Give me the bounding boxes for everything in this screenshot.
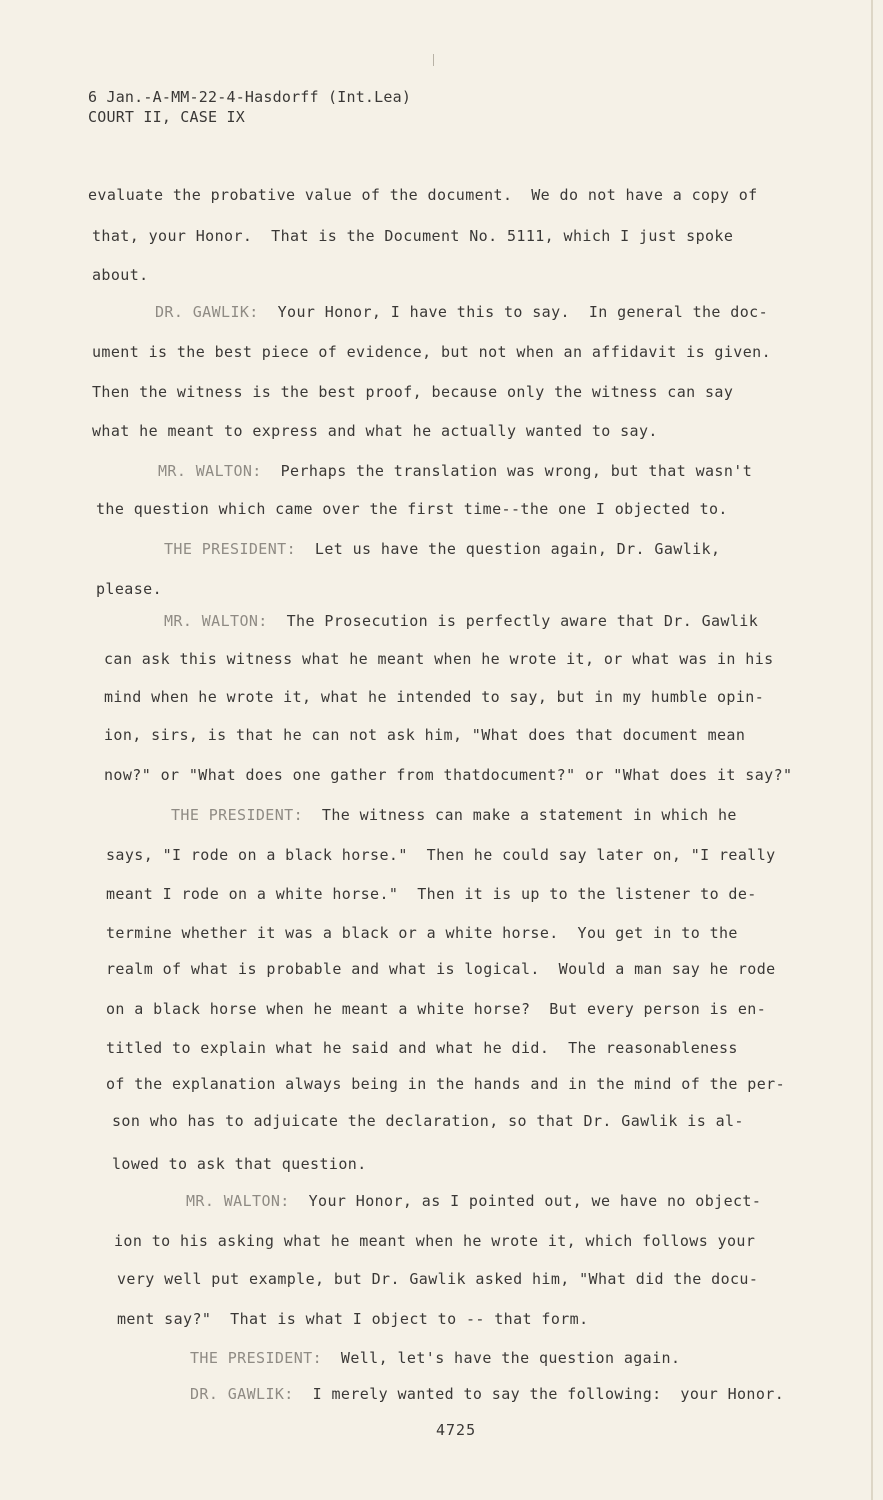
line-text: Then the witness is the best proof, because only the witness can say [92,383,734,401]
line-text: the question which came over the first time--the one I objected to. [96,500,728,518]
line-text: Your Honor, I have this to say. In general the doc- [258,303,769,321]
body-line [106,1075,785,1093]
speaker-name: DR. GAWLIK: [155,303,259,321]
line-text: mind when he wrote it, what he intended to say, but in my humble opin- [104,688,765,706]
line-text: Well, let's have the question again. [322,1349,681,1367]
body-line [92,343,771,361]
body-line [112,1112,744,1130]
line-text: can ask this witness what he meant when he wrote it, or what was in his [104,650,774,668]
body-line [104,766,792,784]
body-line [114,1232,755,1250]
line-text: lowed to ask that question. [112,1155,367,1173]
line-text: ment say?" That is what I object to -- that form. [117,1310,589,1328]
body-line [92,227,733,245]
body-line [158,462,752,480]
page-number: 4725 [436,1421,477,1439]
line-text: ion, sirs, is that he can not ask him, "What does that document mean [104,726,746,744]
line-text: says, "I rode on a black horse." Then he could say later on, "I really [106,846,776,864]
line-text: The witness can make a statement in which he [303,806,737,824]
line-text: termine whether it was a black or a white horse. You get in to the [106,924,738,942]
header-line-2: COURT II, CASE IX [88,108,245,126]
body-line [104,650,774,668]
line-text: of the explanation always being in the hands and in the mind of the per- [106,1075,786,1093]
body-line [164,612,758,630]
line-text: very well put example, but Dr. Gawlik asked him, "What did the docu- [117,1270,759,1288]
top-punch-mark [433,54,434,66]
line-text: that, your Honor. That is the Document No. 5111, which I just spoke [92,227,734,245]
line-text: ument is the best piece of evidence, but not when an affidavit is given. [92,343,772,361]
body-line [190,1385,784,1403]
body-line [92,266,149,284]
speaker-name: MR. WALTON: [186,1192,290,1210]
body-line [117,1310,589,1328]
body-line [106,846,776,864]
speaker-name: MR. WALTON: [158,462,262,480]
line-text: evaluate the probative value of the document. We do not have a copy of [88,186,758,204]
body-line [106,960,776,978]
body-line [190,1349,680,1367]
speaker-name: DR. GAWLIK: [190,1385,294,1403]
line-text: Perhaps the translation was wrong, but that wasn't [261,462,753,480]
speaker-name: THE PRESIDENT: [190,1349,323,1367]
body-line [106,1039,738,1057]
body-line [92,422,658,440]
body-line [171,806,737,824]
line-text: what he meant to express and what he actually wanted to say. [92,422,658,440]
body-line [112,1155,367,1173]
body-line [104,726,745,744]
speaker-name: MR. WALTON: [164,612,268,630]
body-line [164,540,720,558]
line-text: meant I rode on a white horse." Then it is up to the listener to de- [106,885,757,903]
line-text: Your Honor, as I pointed out, we have no object- [289,1192,762,1210]
body-line [88,186,758,204]
body-line [106,885,757,903]
body-line [96,500,728,518]
line-text: The Prosecution is perfectly aware that Dr. Gawlik [267,612,759,630]
line-text: about. [92,266,149,284]
line-text: Let us have the question again, Dr. Gawlik, [296,540,721,558]
line-text: on a black horse when he meant a white horse? But every person is en- [106,1000,767,1018]
line-text: son who has to adjuicate the declaration, so that Dr. Gawlik is al- [112,1112,744,1130]
body-line [155,303,768,321]
header-line-1: 6 Jan.-A-MM-22-4-Hasdorff (Int.Lea) [88,88,412,106]
speaker-name: THE PRESIDENT: [164,540,297,558]
line-text: ion to his asking what he meant when he wrote it, which follows your [114,1232,756,1250]
line-text: I merely wanted to say the following: your Honor. [293,1385,785,1403]
speaker-name: THE PRESIDENT: [171,806,304,824]
body-line [104,688,764,706]
body-line [92,383,733,401]
line-text: please. [96,580,163,598]
page-edge-line [871,0,873,1500]
line-text: now?" or "What does one gather from thatdocument?" or "What does it say?" [104,766,793,784]
body-line [106,1000,766,1018]
body-line [117,1270,758,1288]
body-line [96,580,162,598]
line-text: realm of what is probable and what is logical. Would a man say he rode [106,960,776,978]
body-line [186,1192,761,1210]
line-text: titled to explain what he said and what he did. The reasonableness [106,1039,738,1057]
body-line [106,924,738,942]
